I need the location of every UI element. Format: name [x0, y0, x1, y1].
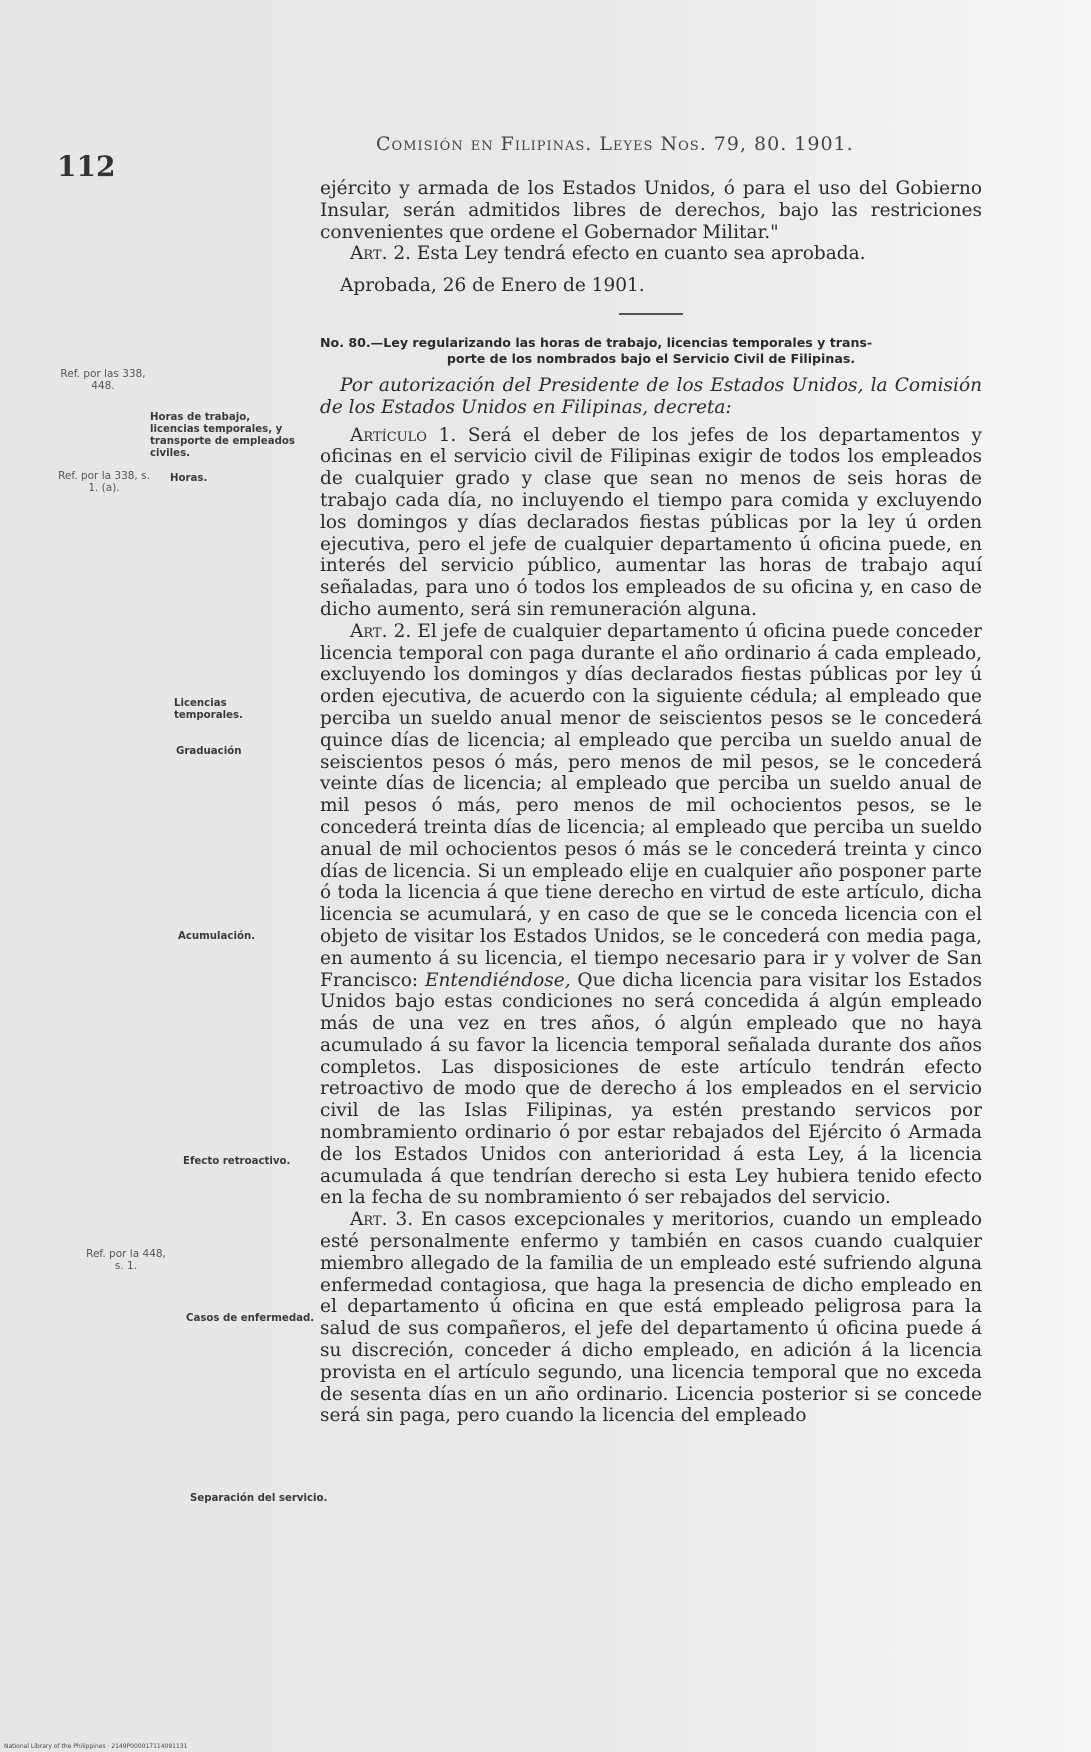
margin-note-acumulacion: Acumulación. [178, 931, 256, 942]
page-number: 112 [57, 150, 116, 183]
law-heading-line-1: No. 80.—Ley regularizando las horas de trabajo, licencias temporales y trans- [320, 334, 873, 350]
article-3-paragraph [320, 1209, 982, 1427]
article-label: Art. 2. [350, 620, 412, 642]
article-label: Art. 3. [350, 1209, 414, 1231]
article-2-leave-paragraph [320, 621, 982, 1210]
reference-note-1: Ref. por las 338, 448. [60, 368, 146, 392]
article-text: El jefe de cualquier departamento ú oficina puede conceder licencia temporal con paga durante el año ordinario á cada empleado, excluyendo los domingos y días declarados fiestas públicas por ley ú orden ejecutiva, de acuerdo con la siguiente cédula; al empleado que perciba un sueldo anual menor de seiscientos pesos se le concederá quince días de licencia; al empleado que perciba un sueldo anual de seiscientos pesos ó más, pero menos de mil pesos, se le concederá veinte días de licencia; al empleado que perciba un sueldo anual de mil pesos ó más, pero menos de mil ochocientos pesos, se le concederá treinta días de licencia; al empleado que perciba un sueldo anual de mil ochocientos pesos ó más se le concederá treinta y cinco días de licencia. Si un empleado elije en cualquier año posponer parte ó toda la licencia á que tiene derecho en virtud de este artículo, dicha licencia se acumulará, y en caso de que se le conceda licencia con el objeto de visitar los Estados Unidos, se le concederá con media paga, en aumento á su licencia, el tiempo necesario para ir y volver de San Francisco: [320, 620, 982, 991]
article-text-continued: Que dicha licencia para visitar los Estados Unidos bajo estas condiciones no será concedida á algún empleado más de una vez en tres años, ó algún empleado que no haya acumulado á su favor la licencia temporal señalada durante dos años completos. Las disposiciones de este artículo tendrán efecto retroactivo de modo que de derecho á los empleados en el servicio civil de las Islas Filipinas, ya estén prestando servicos por nombramiento ordinario ó por estar rebajados del Ejército ó Armada de los Estados Unidos con anterioridad á esta Ley, á la licencia acumulada á que tendrían derecho si esta Ley hubiera tenido efecto en la fecha de su nombramiento ó ser rebajados del servicio. [320, 969, 982, 1209]
continuation-paragraph: ejército y armada de los Estados Unidos, ó para el uso del Gobierno Insular, serán admitidos libres de derechos, bajo las restriciones convenientes que ordene el Gobernador Militar." [320, 178, 982, 243]
article-label: Art. 2. [350, 243, 412, 265]
article-text: En casos excepcionales y meritorios, cuando un empleado esté personalmente enfermo y también en casos cuando cualquier miembro allegado de la familia de un empleado esté sufriendo alguna enfermedad contagiosa, que haga la presencia de dicho empleado en el departamento ú oficina en que está empleado peligrosa para la salud de sus compañeros, el jefe del departamento ú oficina puede á su discreción, conceder á dicho empleado, en adición á la licencia provista en el artículo segundo, una licencia temporal que no exceda de sesenta días en un año ordinario. Licencia posterior si se concede será sin paga, pero cuando la licencia del empleado [320, 1209, 982, 1427]
article-italic-term: Entendiéndose, [424, 969, 571, 991]
margin-note-efecto: Efecto retroactivo. [183, 1156, 291, 1167]
reference-note-3: Ref. por la 448, s. 1. [86, 1248, 166, 1272]
law-heading-line-2: porte de los nombrados bajo el Servicio Civil de Filipinas. [446, 350, 856, 366]
margin-note-licencias: Licencias temporales. [174, 698, 243, 721]
scan-footer: National Library of the Philippines · 2149P000017114091131 [4, 1743, 188, 1750]
law-heading [320, 335, 982, 367]
section-divider [619, 313, 683, 315]
article-text: Será el deber de los jefes de los departamentos y oficinas en el servicio civil de Filipinas exigir de todos los empleados de cualquier grado y clase que sean no menos de seis horas de trabajo cada día, no incluyendo el tiempo para comida y excluyendo los domingos y días declarados fiestas públicas por la ley ú orden ejecutiva, pero el jefe de cualquier departamento ú oficina puede, en interés del servicio público, aumentar las horas de trabajo aquí señaladas, para uno ó todos los empleados de su oficina y, en caso de dicho aumento, será sin remuneración alguna. [320, 424, 982, 620]
approval-date: Aprobada, 26 de Enero de 1901. [340, 275, 645, 297]
margin-note-separacion: Separación del servicio. [190, 1493, 328, 1504]
article-text: Esta Ley tendrá efecto en cuanto sea aprobada. [411, 243, 866, 265]
article-1-paragraph [320, 425, 982, 621]
main-text [320, 178, 982, 1427]
margin-note-horas-title: Horas de trabajo, licencias temporales, y transporte de empleados civiles. [150, 412, 295, 459]
law-preamble: Por autorización del Presidente de los Estados Unidos, la Comisión de los Estados Unidos en Filipinas, decreta: [320, 374, 982, 418]
article-label: Artículo 1. [350, 424, 457, 446]
article-2-paragraph [320, 243, 982, 265]
running-head: Comisión en Filipinas. Leyes Nos. 79, 80. 1901. [376, 133, 854, 155]
margin-note-graduacion: Graduación [176, 746, 242, 757]
margin-note-casos: Casos de enfermedad. [186, 1313, 315, 1324]
margin-note-horas: Horas. [170, 473, 208, 484]
reference-note-2: Ref. por la 338, s. 1. (a). [58, 470, 150, 494]
